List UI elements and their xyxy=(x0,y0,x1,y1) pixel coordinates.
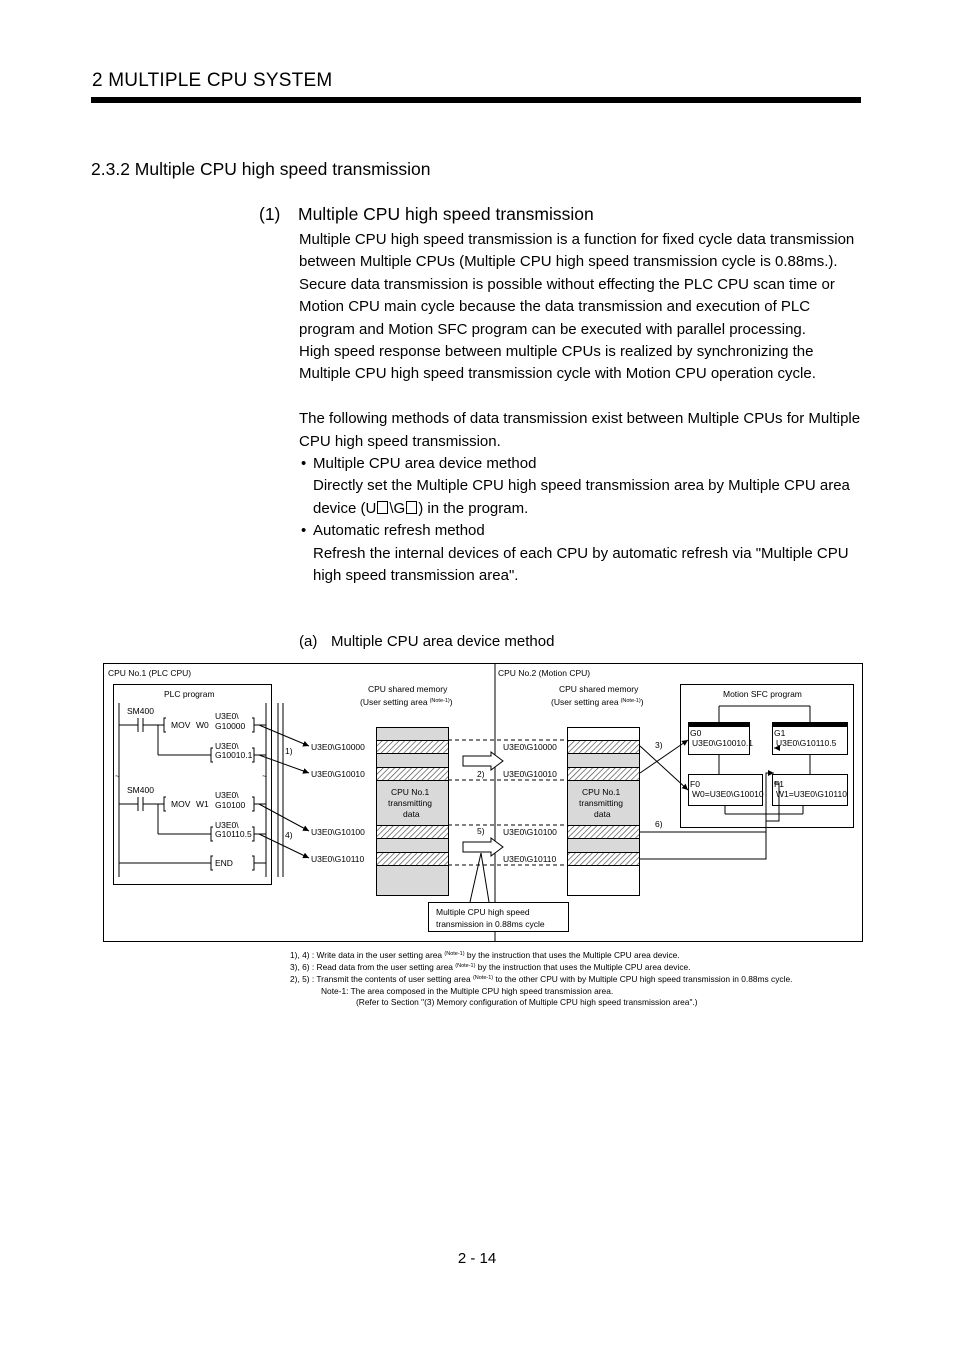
bullet-description: Refresh the internal devices of each CPU by automatic refresh via "Multiple CPU high speed transmission area". xyxy=(313,544,849,585)
tx-data-label: transmitting xyxy=(579,798,623,808)
instruction-mov: MOV xyxy=(171,720,191,730)
tx-data-label: data xyxy=(594,809,611,819)
note-text: by the instruction that uses the Multiple CPU area device. xyxy=(475,962,691,973)
operand-w1: W1 xyxy=(196,799,209,809)
address-label: U3E0\G10000 xyxy=(503,742,557,752)
note-sup: (Note-1) xyxy=(472,975,494,982)
address-label: U3E0\G10110 xyxy=(311,854,365,864)
address-label: U3E0\G10110 xyxy=(503,854,557,864)
tx-data-label: data xyxy=(403,809,420,819)
address-label: U3E0\G10010 xyxy=(311,769,365,779)
bullet-label: Multiple CPU area device method xyxy=(313,455,537,473)
note-sup: (Note-1) xyxy=(444,951,465,957)
contact-label: SM400 xyxy=(127,785,154,795)
header-rule xyxy=(91,97,861,103)
bullet-desc-part: Directly set the Multiple CPU high speed transmission area by Multiple CPU area device (U xyxy=(313,477,850,517)
placeholder-box-icon xyxy=(377,501,388,514)
motion-sfc-program xyxy=(681,685,854,828)
step-label: 2) xyxy=(477,769,485,779)
callout-text: transmission in 0.88ms cycle xyxy=(436,919,545,929)
note-line xyxy=(290,949,792,961)
step-f1: F1 xyxy=(774,779,784,789)
subsection-title xyxy=(259,204,594,225)
instruction-end: END xyxy=(215,858,233,868)
shared-memory-label: CPU shared memory xyxy=(368,684,448,694)
address-label: U3E0\G10010 xyxy=(503,769,557,779)
operand-u3e0: U3E0\ xyxy=(215,790,239,800)
close-paren: ) xyxy=(449,697,453,707)
note-sup: (Note-1) xyxy=(455,963,476,970)
note-text: by the instruction that uses the Multiple CPU area device. xyxy=(464,950,680,960)
address-label: U3E0\G10100 xyxy=(503,827,557,837)
note-sup: (Note-1) xyxy=(429,698,450,704)
subsub-title xyxy=(299,633,554,650)
cpu2-memory-block xyxy=(568,728,640,896)
break-mark: ~ xyxy=(115,771,120,781)
subsub-number: (a) xyxy=(299,633,318,650)
user-area-text: (User setting area xyxy=(551,697,619,707)
step-f0: F0 xyxy=(690,779,700,789)
note-definition: (Refer to Section "(3) Memory configuration of Multiple CPU high speed transmission area".) xyxy=(356,996,698,1007)
cpu1-title: CPU No.1 (PLC CPU) xyxy=(108,668,192,678)
user-area-label xyxy=(551,697,644,707)
operand-u3e0: U3E0\ xyxy=(215,711,239,721)
shared-memory-label: CPU shared memory xyxy=(559,684,639,694)
transition-condition: U3E0\G10010.1 xyxy=(692,738,753,748)
subsection-title-text: Multiple CPU high speed transmission xyxy=(298,204,594,224)
note-text: to the other CPU with by Multiple CPU high speed transmission in 0.88ms cycle. xyxy=(493,974,793,985)
tx-data-label: CPU No.1 xyxy=(391,787,430,797)
sfc-program-label: Motion SFC program xyxy=(723,689,802,699)
step-label: 5) xyxy=(477,826,485,836)
note-definition: Note-1: The area composed in the Multiple CPU high speed transmission area. xyxy=(321,985,614,996)
paragraph: Multiple CPU high speed transmission is a function for fixed cycle data transmission between Multiple CPUs (Multiple CPU high speed transmission cycle is 0.88ms.). xyxy=(299,231,855,271)
tx-data-label: CPU No.1 xyxy=(582,787,621,797)
transition-condition: U3E0\G10110.5 xyxy=(776,738,837,748)
close-paren: ) xyxy=(640,697,644,707)
subsub-title-text: Multiple CPU area device method xyxy=(331,633,555,650)
body-text xyxy=(299,229,865,587)
operand-u3e0: U3E0\ xyxy=(215,820,239,830)
address-label: U3E0\G10000 xyxy=(311,742,365,752)
address-label: U3E0\G10100 xyxy=(311,827,365,837)
operand-g10110-5: G10110.5 xyxy=(215,829,252,839)
note-text: 2), 5) : Transmit the contents of user setting area xyxy=(290,974,473,985)
subsection-number: (1) xyxy=(259,204,281,224)
operand-g10100: G10100 xyxy=(215,800,246,810)
bullet-item xyxy=(299,520,865,542)
operation-expression: W0=U3E0\G10010 xyxy=(692,789,764,799)
bullet-item xyxy=(299,453,865,475)
placeholder-box-icon xyxy=(406,501,417,514)
step-label: 4) xyxy=(285,830,293,840)
operand-u3e0: U3E0\ xyxy=(215,741,239,751)
bullet-desc-part: \G xyxy=(389,499,406,517)
plc-program-label: PLC program xyxy=(164,689,215,699)
note-line xyxy=(290,973,792,985)
step-label: 6) xyxy=(655,819,663,829)
bullet-description xyxy=(299,475,865,520)
paragraph: High speed response between multiple CPUs is realized by synchronizing the Multiple CPU high speed transmission cycle with Motion CPU operation cycle. xyxy=(299,343,816,383)
plc-program-ladder xyxy=(114,685,272,885)
transition-g0: G0 xyxy=(690,728,702,738)
operand-w0: W0 xyxy=(196,720,209,730)
operation-expression: W1=U3E0\G10110 xyxy=(776,789,847,799)
note-line xyxy=(290,961,792,973)
transmission-diagram xyxy=(103,663,863,942)
note-text: 1), 4) : Write data in the user setting area xyxy=(290,950,445,960)
transfer-arrow xyxy=(463,838,503,856)
break-mark: ~ xyxy=(262,771,267,781)
bullet-label: Automatic refresh method xyxy=(313,522,485,540)
cpu1-memory-block xyxy=(377,728,449,896)
operand-g10000: G10000 xyxy=(215,721,246,731)
transfer-arrow xyxy=(463,752,503,770)
step-label: 3) xyxy=(655,740,663,750)
paragraph: The following methods of data transmission exist between Multiple CPUs for Multiple CPU high speed transmission. xyxy=(299,410,861,450)
tx-data-label: transmitting xyxy=(388,798,432,808)
note-sup: (Note-1) xyxy=(620,698,641,704)
user-area-text: (User setting area xyxy=(360,697,428,707)
operand-g10010-1: G10010.1 xyxy=(215,750,253,760)
section-title: 2.3.2 Multiple CPU high speed transmission xyxy=(91,159,431,179)
contact-label: SM400 xyxy=(127,706,154,716)
transition-g1: G1 xyxy=(774,728,786,738)
step-label: 1) xyxy=(285,746,293,756)
footnotes xyxy=(290,949,792,1008)
chapter-header: 2 MULTIPLE CPU SYSTEM xyxy=(92,70,333,91)
cpu2-title: CPU No.2 (Motion CPU) xyxy=(498,668,591,678)
bullet-desc-part: ) in the program. xyxy=(418,499,529,517)
diagram-svg xyxy=(103,663,863,942)
bullet-mark: • xyxy=(301,522,307,540)
instruction-mov: MOV xyxy=(171,799,191,809)
callout-text: Multiple CPU high speed xyxy=(436,907,530,917)
note-text: 3), 6) : Read data from the user setting area xyxy=(290,962,456,973)
paragraph: Secure data transmission is possible without effecting the PLC CPU scan time or Motion CPU main cycle because the data transmission and execution of PLC program and Motion SFC program can be executed with parallel processing. xyxy=(299,275,835,338)
page-number: 2 - 14 xyxy=(457,1250,497,1267)
bullet-mark: • xyxy=(301,455,307,473)
user-area-label xyxy=(360,697,453,707)
